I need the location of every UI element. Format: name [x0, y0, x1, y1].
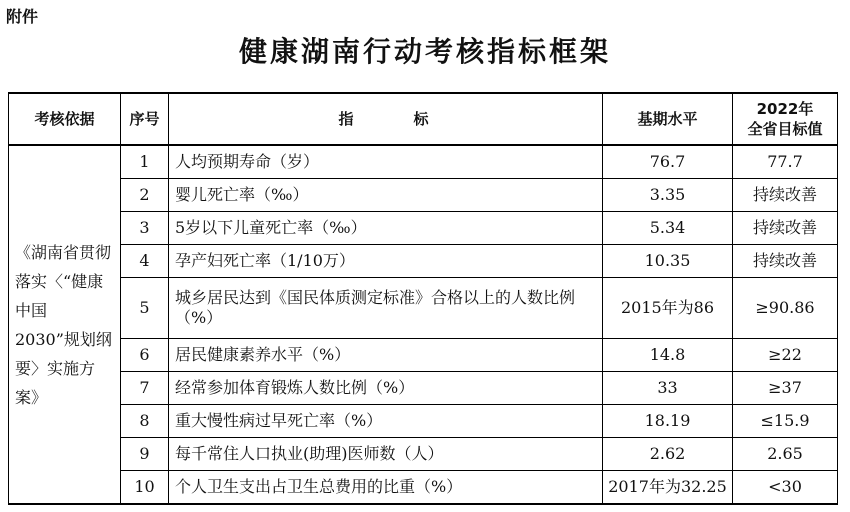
target-cell: 持续改善	[733, 179, 838, 212]
table-row	[9, 405, 838, 438]
col-header-baseline: 基期水平	[603, 93, 733, 145]
seq-cell: 3	[121, 212, 169, 245]
col-header-target-label: 全省目标值	[747, 120, 823, 138]
indicator-cell: 婴儿死亡率（‰）	[169, 179, 603, 212]
target-cell: 持续改善	[733, 212, 838, 245]
indicator-cell: 孕产妇死亡率（1/10万）	[169, 245, 603, 278]
baseline-cell: 2.62	[603, 438, 733, 471]
col-header-seq: 序号	[121, 93, 169, 145]
col-header-target-year: 2022年	[756, 100, 814, 118]
seq-cell: 9	[121, 438, 169, 471]
table-row	[9, 471, 838, 505]
target-cell: <30	[733, 471, 838, 505]
indicator-table	[8, 92, 838, 505]
table-row	[9, 145, 838, 179]
table-row	[9, 339, 838, 372]
baseline-cell: 2017年为32.25	[603, 471, 733, 505]
seq-cell: 8	[121, 405, 169, 438]
baseline-cell: 10.35	[603, 245, 733, 278]
seq-cell: 1	[121, 145, 169, 179]
seq-cell: 6	[121, 339, 169, 372]
indicator-cell: 经常参加体育锻炼人数比例（%）	[169, 372, 603, 405]
baseline-cell: 14.8	[603, 339, 733, 372]
seq-cell: 10	[121, 471, 169, 505]
page-title: 健康湖南行动考核指标框架	[238, 35, 611, 68]
col-header-target	[733, 93, 838, 145]
col-header-basis: 考核依据	[9, 93, 121, 145]
basis-cell: 《湖南省贯彻落实〈“健康中国 2030”规划纲要〉实施方案》	[9, 145, 121, 504]
table-row	[9, 179, 838, 212]
table-row	[9, 278, 838, 339]
seq-cell: 7	[121, 372, 169, 405]
target-cell: 2.65	[733, 438, 838, 471]
target-cell: ≥37	[733, 372, 838, 405]
target-cell: 持续改善	[733, 245, 838, 278]
indicator-cell: 每千常住人口执业(助理)医师数（人）	[169, 438, 603, 471]
baseline-cell: 76.7	[603, 145, 733, 179]
seq-cell: 4	[121, 245, 169, 278]
attachment-label: 附件	[6, 7, 39, 26]
target-cell: ≤15.9	[733, 405, 838, 438]
baseline-cell: 3.35	[603, 179, 733, 212]
seq-cell: 5	[121, 278, 169, 339]
indicator-cell: 人均预期寿命（岁）	[169, 145, 603, 179]
indicator-cell: 重大慢性病过早死亡率（%）	[169, 405, 603, 438]
target-cell: ≥22	[733, 339, 838, 372]
target-cell: 77.7	[733, 145, 838, 179]
table-row	[9, 372, 838, 405]
indicator-cell: 个人卫生支出占卫生总费用的比重（%）	[169, 471, 603, 505]
table-row	[9, 212, 838, 245]
baseline-cell: 2015年为86	[603, 278, 733, 339]
baseline-cell: 18.19	[603, 405, 733, 438]
table-row	[9, 438, 838, 471]
baseline-cell: 5.34	[603, 212, 733, 245]
target-cell: ≥90.86	[733, 278, 838, 339]
indicator-cell: 5岁以下儿童死亡率（‰）	[169, 212, 603, 245]
table-row	[9, 245, 838, 278]
indicator-cell: 城乡居民达到《国民体质测定标准》合格以上的人数比例（%）	[169, 278, 603, 339]
indicator-cell: 居民健康素养水平（%）	[169, 339, 603, 372]
col-header-indicator: 指标	[169, 93, 603, 145]
seq-cell: 2	[121, 179, 169, 212]
baseline-cell: 33	[603, 372, 733, 405]
table-header-row	[9, 93, 838, 145]
